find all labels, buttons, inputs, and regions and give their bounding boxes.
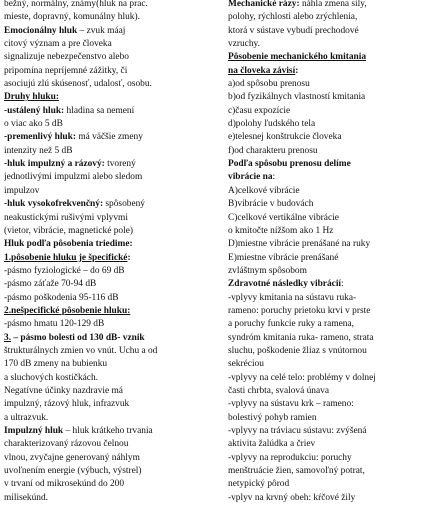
- right-line: [228, 252, 434, 265]
- left-line-text: charakterizovaný rázovou čelnou: [4, 439, 129, 450]
- left-line-text: -pásmo poškodenia 95-116 dB: [4, 292, 119, 303]
- left-line-text: vlnou, zvyčajne generovaný náhlym: [4, 452, 140, 463]
- right-line-text: syndróm kmitania ruka- rameno, strata: [228, 332, 374, 343]
- left-line-text: neakustickými rušivými vplyvmi: [4, 212, 128, 223]
- left-line-tail: hladina sa nemení: [64, 105, 135, 116]
- left-line-text: -hluk vysokofrekvenčný:: [4, 199, 104, 210]
- right-line-text: d)polohy ľudského tela: [228, 119, 316, 130]
- right-line: [228, 145, 434, 158]
- left-line-text: (vietor, vibrácie, magnetické pole): [4, 225, 133, 236]
- left-line: [4, 185, 220, 198]
- left-line-text: Negatívne účinky nazdravie má: [4, 385, 123, 396]
- left-line-text: -hluk impulzný a rázový:: [4, 159, 105, 170]
- right-line: [228, 38, 434, 51]
- right-line-text: Zdravotné následky vibrácií: [228, 279, 342, 290]
- right-line: [228, 398, 434, 411]
- right-line: [228, 478, 434, 491]
- right-line-text: -vplyvy na reprodukciu: poruchy: [228, 452, 352, 463]
- left-line-text: v trvaní od mikrosekúnd do 200: [4, 479, 125, 490]
- left-line: [4, 225, 220, 238]
- right-line-tail: :: [295, 65, 299, 76]
- right-line-text: ktorá v sústave vybudí prechodové: [228, 25, 359, 36]
- right-line-text: zvláštnym spôsobom: [228, 265, 307, 276]
- right-line-text: E)miestne vibrácie prenášané: [228, 252, 339, 263]
- right-line-tail: náhla zmena sily,: [299, 0, 367, 9]
- left-line-tail: :: [127, 252, 131, 263]
- right-column: [228, 0, 434, 505]
- right-line: [228, 11, 434, 24]
- left-line: [4, 478, 220, 491]
- left-line-tail: tvorený: [104, 159, 136, 170]
- left-line-text: a ultrazvuk.: [4, 412, 49, 423]
- left-line-tail: – hluk krátkeho trvania: [63, 426, 153, 436]
- right-line-text: netypický pôrod: [228, 479, 290, 490]
- left-line: [4, 198, 220, 211]
- left-line: [4, 305, 220, 318]
- left-line-text: 170 dB zmeny na bubienku: [4, 359, 108, 370]
- left-line-text: o viac ako 5 dB: [4, 119, 63, 130]
- left-line-text: jednotlivými impulzmi alebo sledom: [4, 172, 143, 183]
- right-line: [228, 332, 434, 345]
- right-line: [228, 198, 434, 211]
- right-line: [228, 385, 434, 398]
- right-line: [228, 65, 434, 78]
- right-line-text: -vplyvy na tráviacu sústavu: zvýšená: [228, 426, 367, 436]
- left-line: [4, 238, 220, 251]
- right-line: [228, 372, 434, 385]
- left-line-text: -premenlivý hluk:: [4, 132, 76, 143]
- right-line-text: e)telesnej konštrukcie človeka: [228, 132, 342, 143]
- right-line: [228, 412, 434, 425]
- left-line: [4, 91, 220, 104]
- left-line: [4, 412, 220, 425]
- left-column: [4, 0, 220, 505]
- left-line: [4, 51, 220, 64]
- right-line: [228, 171, 434, 184]
- left-line-text: -pásmo hmatu 120-129 dB: [4, 319, 105, 330]
- left-line: [4, 118, 220, 131]
- right-line: [228, 51, 434, 64]
- left-line: [4, 385, 220, 398]
- right-line-text: C)celkové vertikálne vibrácie: [228, 212, 339, 223]
- left-line: [4, 438, 220, 451]
- right-line: [228, 292, 434, 305]
- left-line-tail: má väčšie zmeny: [75, 132, 143, 143]
- right-line: [228, 118, 434, 131]
- left-line: [4, 171, 220, 184]
- left-line: [4, 11, 220, 24]
- right-line-text: rameno: poruchy prietoku krvi v prste: [228, 305, 371, 316]
- left-line-text: 3.: [4, 332, 12, 343]
- left-line-tail: spôsobený: [103, 199, 145, 210]
- right-line: [228, 212, 434, 225]
- right-line-tail: :: [272, 172, 276, 183]
- left-line-text: impulzný, rázový hluk, infrazvuk: [4, 399, 130, 410]
- right-line-text: -vplyvy na celé telo: problémy v dolnej: [228, 372, 376, 383]
- left-line-text: Hluk podľa pôsobenia triedime:: [4, 239, 133, 250]
- left-line-text: 1.pôsobenie hluku je špecifické: [4, 252, 128, 263]
- right-line-text: c)času expozície: [228, 105, 291, 116]
- right-line-text: časti chrbta, svalová únava: [228, 385, 330, 396]
- left-line-text: Druhy hluku:: [4, 92, 59, 103]
- right-line-text: vzruchy.: [228, 39, 260, 50]
- right-line-text: aktivita žalúdka a čriev: [228, 439, 316, 450]
- right-line: [228, 318, 434, 331]
- left-line-text: mieste, dopravný, komunálny hluk).: [4, 12, 140, 23]
- left-line: [4, 292, 220, 305]
- left-line: [4, 452, 220, 465]
- right-line: [228, 0, 434, 11]
- right-line-text: A)celkové vibrácie: [228, 185, 300, 196]
- left-line-text: -ustálený hluk:: [4, 105, 65, 116]
- left-line: [4, 265, 220, 278]
- right-line: [228, 91, 434, 104]
- right-line-text: -vplyvy na sústavu krk – rameno:: [228, 399, 354, 410]
- left-line: [4, 158, 220, 171]
- right-line: [228, 185, 434, 198]
- right-line-text: Pôsobenie mechanického kmitania: [228, 52, 367, 63]
- left-line: [4, 145, 220, 158]
- right-line: [228, 345, 434, 358]
- left-line: [4, 212, 220, 225]
- right-line: [228, 105, 434, 118]
- left-line-text: a sluchových kostičkách.: [4, 372, 98, 383]
- left-line-text: milisekúnd.: [4, 492, 49, 503]
- left-line: [4, 65, 220, 78]
- left-line: [4, 465, 220, 478]
- left-line-tail: – zvuk máaj: [77, 25, 126, 36]
- right-line-text: -vplyvy kmitania na sústavu ruka-: [228, 292, 357, 303]
- left-line-text: uvoľnením energie (výbuch, výstrel): [4, 466, 142, 477]
- left-line-text: intenzity než 5 dB: [4, 145, 73, 156]
- left-line-text: Impulzný hluk: [4, 426, 64, 436]
- left-line: [4, 332, 220, 345]
- right-line-text: a)od spôsobu prenosu: [228, 79, 310, 90]
- right-line-text: -vplyv na krvný obeh: kŕčové žily: [228, 492, 356, 503]
- left-line: [4, 78, 220, 91]
- left-line-text: -pásmo záťaže 70-94 dB: [4, 279, 97, 290]
- right-line: [228, 465, 434, 478]
- right-line: [228, 305, 434, 318]
- right-line-text: sluchu, poškodenie žliaz s vnútornou: [228, 345, 367, 356]
- left-line-text: -pásmo fyziologické – do 69 dB: [4, 265, 125, 276]
- right-line-text: a poruchy funkcie ruky a ramena,: [228, 319, 354, 330]
- left-line: [4, 105, 220, 118]
- right-line-text: polohy, rýchlosti alebo zrýchlenia,: [228, 12, 358, 23]
- left-line: [4, 345, 220, 358]
- left-line: [4, 398, 220, 411]
- right-line-text: na človeka závisí: [228, 65, 296, 76]
- right-line: [228, 265, 434, 278]
- left-line-text: pripomína nepríjemné zážitky, či: [4, 65, 128, 76]
- right-line-text: Mechanické rázy:: [228, 0, 300, 9]
- right-line-text: f)od charakteru prenosu: [228, 145, 318, 156]
- left-line: [4, 25, 220, 38]
- left-line-text: citový význam a pre človeka: [4, 39, 112, 50]
- left-line: [4, 252, 220, 265]
- right-line-text: b)od fyzikálnych vlastností kmitania: [228, 92, 366, 103]
- right-line: [228, 358, 434, 371]
- left-line-text: Emocionálny hluk: [4, 25, 78, 36]
- right-line-tail: :: [341, 279, 344, 290]
- right-line: [228, 158, 434, 171]
- left-line-text: asociujú zlú skúsenosť, udalosť, osobu.: [4, 79, 152, 90]
- right-line-text: Podľa spôsobu prenosu delíme: [228, 159, 351, 170]
- right-line: [228, 225, 434, 238]
- left-line: [4, 0, 220, 11]
- right-line: [228, 425, 434, 438]
- right-line-text: B)vibrácie v budovách: [228, 199, 314, 210]
- left-line: [4, 372, 220, 385]
- right-line-text: bolestivý pohyb ramien: [228, 412, 317, 423]
- right-line: [228, 492, 434, 505]
- right-line-text: D)miestne vibrácie prenášané na ruky: [228, 239, 371, 250]
- left-line: [4, 492, 220, 505]
- right-line: [228, 238, 434, 251]
- left-line: [4, 131, 220, 144]
- right-line: [228, 78, 434, 91]
- left-line: [4, 425, 220, 438]
- right-line: [228, 278, 434, 291]
- left-line-text: bežný, normálny, známy(hluk na prac.: [4, 0, 148, 9]
- left-line: [4, 38, 220, 51]
- right-line: [228, 25, 434, 38]
- left-line-text: štrukturálnych zmien vo vnút. Uchu a od: [4, 345, 158, 356]
- left-line: [4, 358, 220, 371]
- right-line-text: sekréciou: [228, 359, 264, 370]
- right-line: [228, 131, 434, 144]
- left-line: [4, 278, 220, 291]
- left-line-text: 2.nešpecifické pôsobenie hluku:: [4, 305, 131, 316]
- left-line: [4, 318, 220, 331]
- right-line-text: vibrácie na: [228, 172, 273, 183]
- right-line-text: o kmitočte nížšom ako 1 Hz: [228, 225, 334, 236]
- left-line-text: signalizuje nebezpečenstvo alebo: [4, 52, 129, 63]
- right-line: [228, 452, 434, 465]
- left-line-text: impulzov: [4, 185, 40, 196]
- right-line: [228, 438, 434, 451]
- left-line-tail: – pásmo bolesti od 130 dB- vznik: [11, 332, 145, 343]
- right-line-text: menštruácie žien, samovoľný potrat,: [228, 466, 365, 477]
